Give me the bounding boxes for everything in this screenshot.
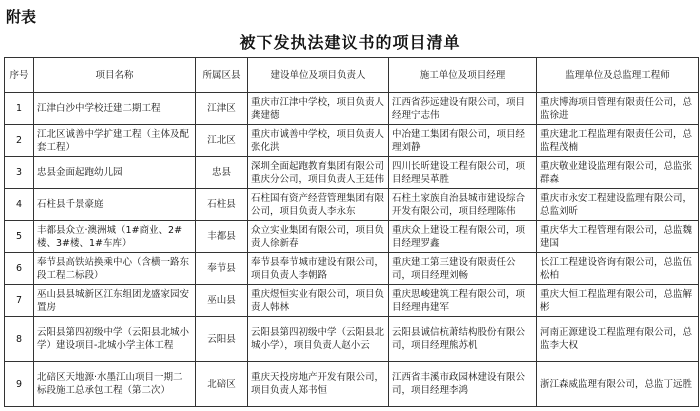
cell-builder: 深圳全面起跑教育集团有限公司重庆分公司，项目负责人王廷伟: [248, 157, 389, 189]
cell-project-name: 江津白沙中学校迁建二期工程: [34, 93, 196, 125]
appendix-label: 附表: [6, 8, 37, 26]
table-row: [5, 362, 699, 407]
cell-builder: 重庆市诚善中学校，项目负责人张化洪: [248, 125, 389, 157]
cell-district: 云阳县: [196, 317, 248, 362]
cell-supervisor: 长江工程建设咨询有限公司，总监伍松柏: [537, 253, 699, 285]
cell-contractor: 石柱土家族自治县城市建设综合开发有限公司，项目经理陈伟: [389, 189, 537, 221]
cell-contractor: 重庆建工第三建设有限责任公司，项目经理刘畅: [389, 253, 537, 285]
cell-no: 2: [5, 125, 34, 157]
table-row: [5, 285, 699, 317]
cell-supervisor: 重庆建北工程监理有限责任公司，总监程茂楠: [537, 125, 699, 157]
table-row: [5, 189, 699, 221]
cell-builder: 云阳县第四初级中学（云阳县北城小学），项目负责人赵小云: [248, 317, 389, 362]
cell-builder: 奉节县奉节城市建设有限公司，项目负责人李朝路: [248, 253, 389, 285]
header-project-name: 项目名称: [34, 58, 196, 93]
cell-no: 7: [5, 285, 34, 317]
cell-builder: 石柱国有资产经营管理集团有限公司，项目负责人李永东: [248, 189, 389, 221]
table-row: [5, 125, 699, 157]
cell-contractor: 江西省莎远建设有限公司，项目经理宁志伟: [389, 93, 537, 125]
cell-builder: 重庆市江津中学校，项目负责人龚建德: [248, 93, 389, 125]
cell-no: 4: [5, 189, 34, 221]
cell-supervisor: 重庆市永安工程建设监理有限公司，总监刘昕: [537, 189, 699, 221]
header-contractor: 施工单位及项目经理: [389, 58, 537, 93]
cell-district: 北碚区: [196, 362, 248, 407]
cell-district: 石柱县: [196, 189, 248, 221]
table-row: [5, 93, 699, 125]
cell-project-name: 北碚区天地源·水墨江山项目一期二标段施工总承包工程（第二次）: [34, 362, 196, 407]
cell-supervisor: 浙江森威监理有限公司，总监丁远胜: [537, 362, 699, 407]
cell-project-name: 云阳县第四初级中学（云阳县北城小学）建设项目-北城小学主体工程: [34, 317, 196, 362]
cell-no: 1: [5, 93, 34, 125]
cell-district: 江津区: [196, 93, 248, 125]
cell-district: 奉节县: [196, 253, 248, 285]
cell-district: 江北区: [196, 125, 248, 157]
header-district: 所属区县: [196, 58, 248, 93]
table-row: [5, 253, 699, 285]
header-builder: 建设单位及项目负责人: [248, 58, 389, 93]
cell-contractor: 江西省丰溪市政园林建设有限公司，项目经理李鸿: [389, 362, 537, 407]
table-row: [5, 221, 699, 253]
cell-project-name: 巫山县县城新区江东组团龙盛家园安置房: [34, 285, 196, 317]
cell-district: 忠县: [196, 157, 248, 189]
cell-district: 丰都县: [196, 221, 248, 253]
cell-no: 5: [5, 221, 34, 253]
cell-project-name: 奉节县高铁站换乘中心（含横一路东段工程二标段）: [34, 253, 196, 285]
cell-supervisor: 河南正源建设工程监理有限公司，总监李大权: [537, 317, 699, 362]
cell-project-name: 忠县金面起跑幼儿园: [34, 157, 196, 189]
cell-contractor: 重庆众上建设工程有限公司，项目经理罗鑫: [389, 221, 537, 253]
header-no: 序号: [5, 58, 34, 93]
cell-contractor: 中冶建工集团有限公司，项目经理刘静: [389, 125, 537, 157]
cell-supervisor: 重庆敬业建设监理有限公司，总监张群森: [537, 157, 699, 189]
cell-no: 9: [5, 362, 34, 407]
cell-contractor: 云阳县诚信杭萧结构股份有限公司，项目经理熊苏机: [389, 317, 537, 362]
cell-no: 6: [5, 253, 34, 285]
table-row: [5, 157, 699, 189]
page-title: 被下发执法建议书的项目清单: [239, 33, 461, 52]
header-supervisor: 监理单位及总监理工程师: [537, 58, 699, 93]
cell-project-name: 石柱县千景豪庭: [34, 189, 196, 221]
cell-contractor: 重庆思峻建筑工程有限公司，项目经理冉建军: [389, 285, 537, 317]
cell-no: 8: [5, 317, 34, 362]
table-row: [5, 317, 699, 362]
table-header-row: [5, 58, 699, 93]
cell-supervisor: 重庆大恒工程监理有限公司，总监解彬: [537, 285, 699, 317]
cell-supervisor: 重庆华大工程管理有限公司，总监魏建国: [537, 221, 699, 253]
cell-project-name: 江北区诚善中学扩建工程（主体及配套工程）: [34, 125, 196, 157]
cell-builder: 重庆天投房地产开发有限公司，项目负责人郑书恒: [248, 362, 389, 407]
cell-no: 3: [5, 157, 34, 189]
cell-contractor: 四川长昕建设工程有限公司，项目经理吴革胜: [389, 157, 537, 189]
cell-district: 巫山县: [196, 285, 248, 317]
cell-project-name: 丰都县众立·澳洲城（1#商业、2#楼、3#楼、1#车库）: [34, 221, 196, 253]
project-table: [4, 57, 699, 407]
cell-supervisor: 重庆博海项目管理有限责任公司，总监徐进: [537, 93, 699, 125]
cell-builder: 众立实业集团有限公司，项目负责人徐新春: [248, 221, 389, 253]
cell-builder: 重庆煜恒实业有限公司，项目负责人韩林: [248, 285, 389, 317]
